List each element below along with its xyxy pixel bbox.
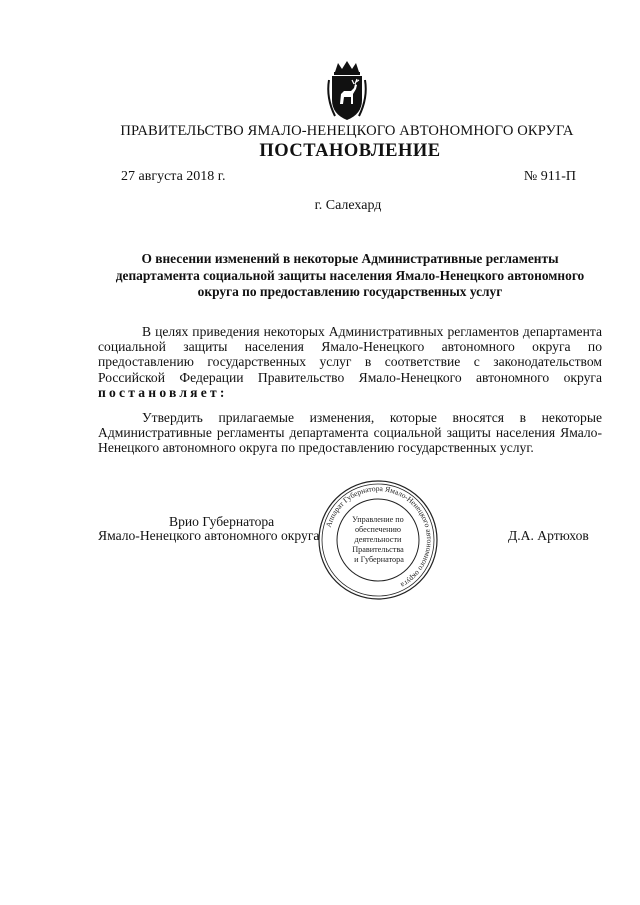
stamp-line-1: Управление по <box>352 515 404 524</box>
document-city: г. Салехард <box>314 198 382 213</box>
coat-of-arms-icon <box>323 60 371 122</box>
document-date: 27 августа 2018 г. <box>121 169 226 184</box>
official-stamp <box>316 478 440 602</box>
paragraph-1-text: В целях приведения некоторых Административных регламентов департамента социальной защиты населения Ямало-Ненецкого автономного округа по предоставлению государственных услуг в соответствие с законодательством Российской Федерации Правительство Ямало-Ненецкого автономного округа <box>98 324 602 385</box>
signatory-position-line-2: Ямало-Ненецкого автономного округа <box>98 528 320 543</box>
signatory-position-line-1: Врио Губернатора <box>169 514 275 529</box>
document-type: ПОСТАНОВЛЕНИЕ <box>259 141 441 161</box>
body-paragraph-1 <box>98 324 602 400</box>
stamp-outer-text: Аппарат Губернатора Ямало-Ненецкого автономного округа <box>323 483 435 590</box>
stamp-line-4: Правительства <box>352 545 404 554</box>
body-paragraph-2: Утвердить прилагаемые изменения, которые вносятся в некоторые Административные регламенты департамента социальной защиты населения Ямало-Ненецкого автономного округа по предоставлению государственных услуг. <box>98 410 602 456</box>
signatory-name: Д.А. Артюхов <box>508 528 589 543</box>
document-title: О внесении изменений в некоторые Административные регламенты департамента социальной защиты населения Ямало-Ненецкого автономного округа по предоставлению государственных услуг <box>115 251 585 299</box>
svg-text:Управление по обеспечени <box>352 515 406 564</box>
document-number: № 911-П <box>523 169 576 184</box>
stamp-line-3: деятельности <box>354 535 402 544</box>
stamp-line-5: и Губернатора <box>354 555 404 564</box>
resolution-word: постановляет: <box>98 384 228 400</box>
organization-name: ПРАВИТЕЛЬСТВО ЯМАЛО-НЕНЕЦКОГО АВТОНОМНОГО ОКРУГА <box>120 123 574 139</box>
stamp-line-2: обеспечению <box>354 525 402 534</box>
